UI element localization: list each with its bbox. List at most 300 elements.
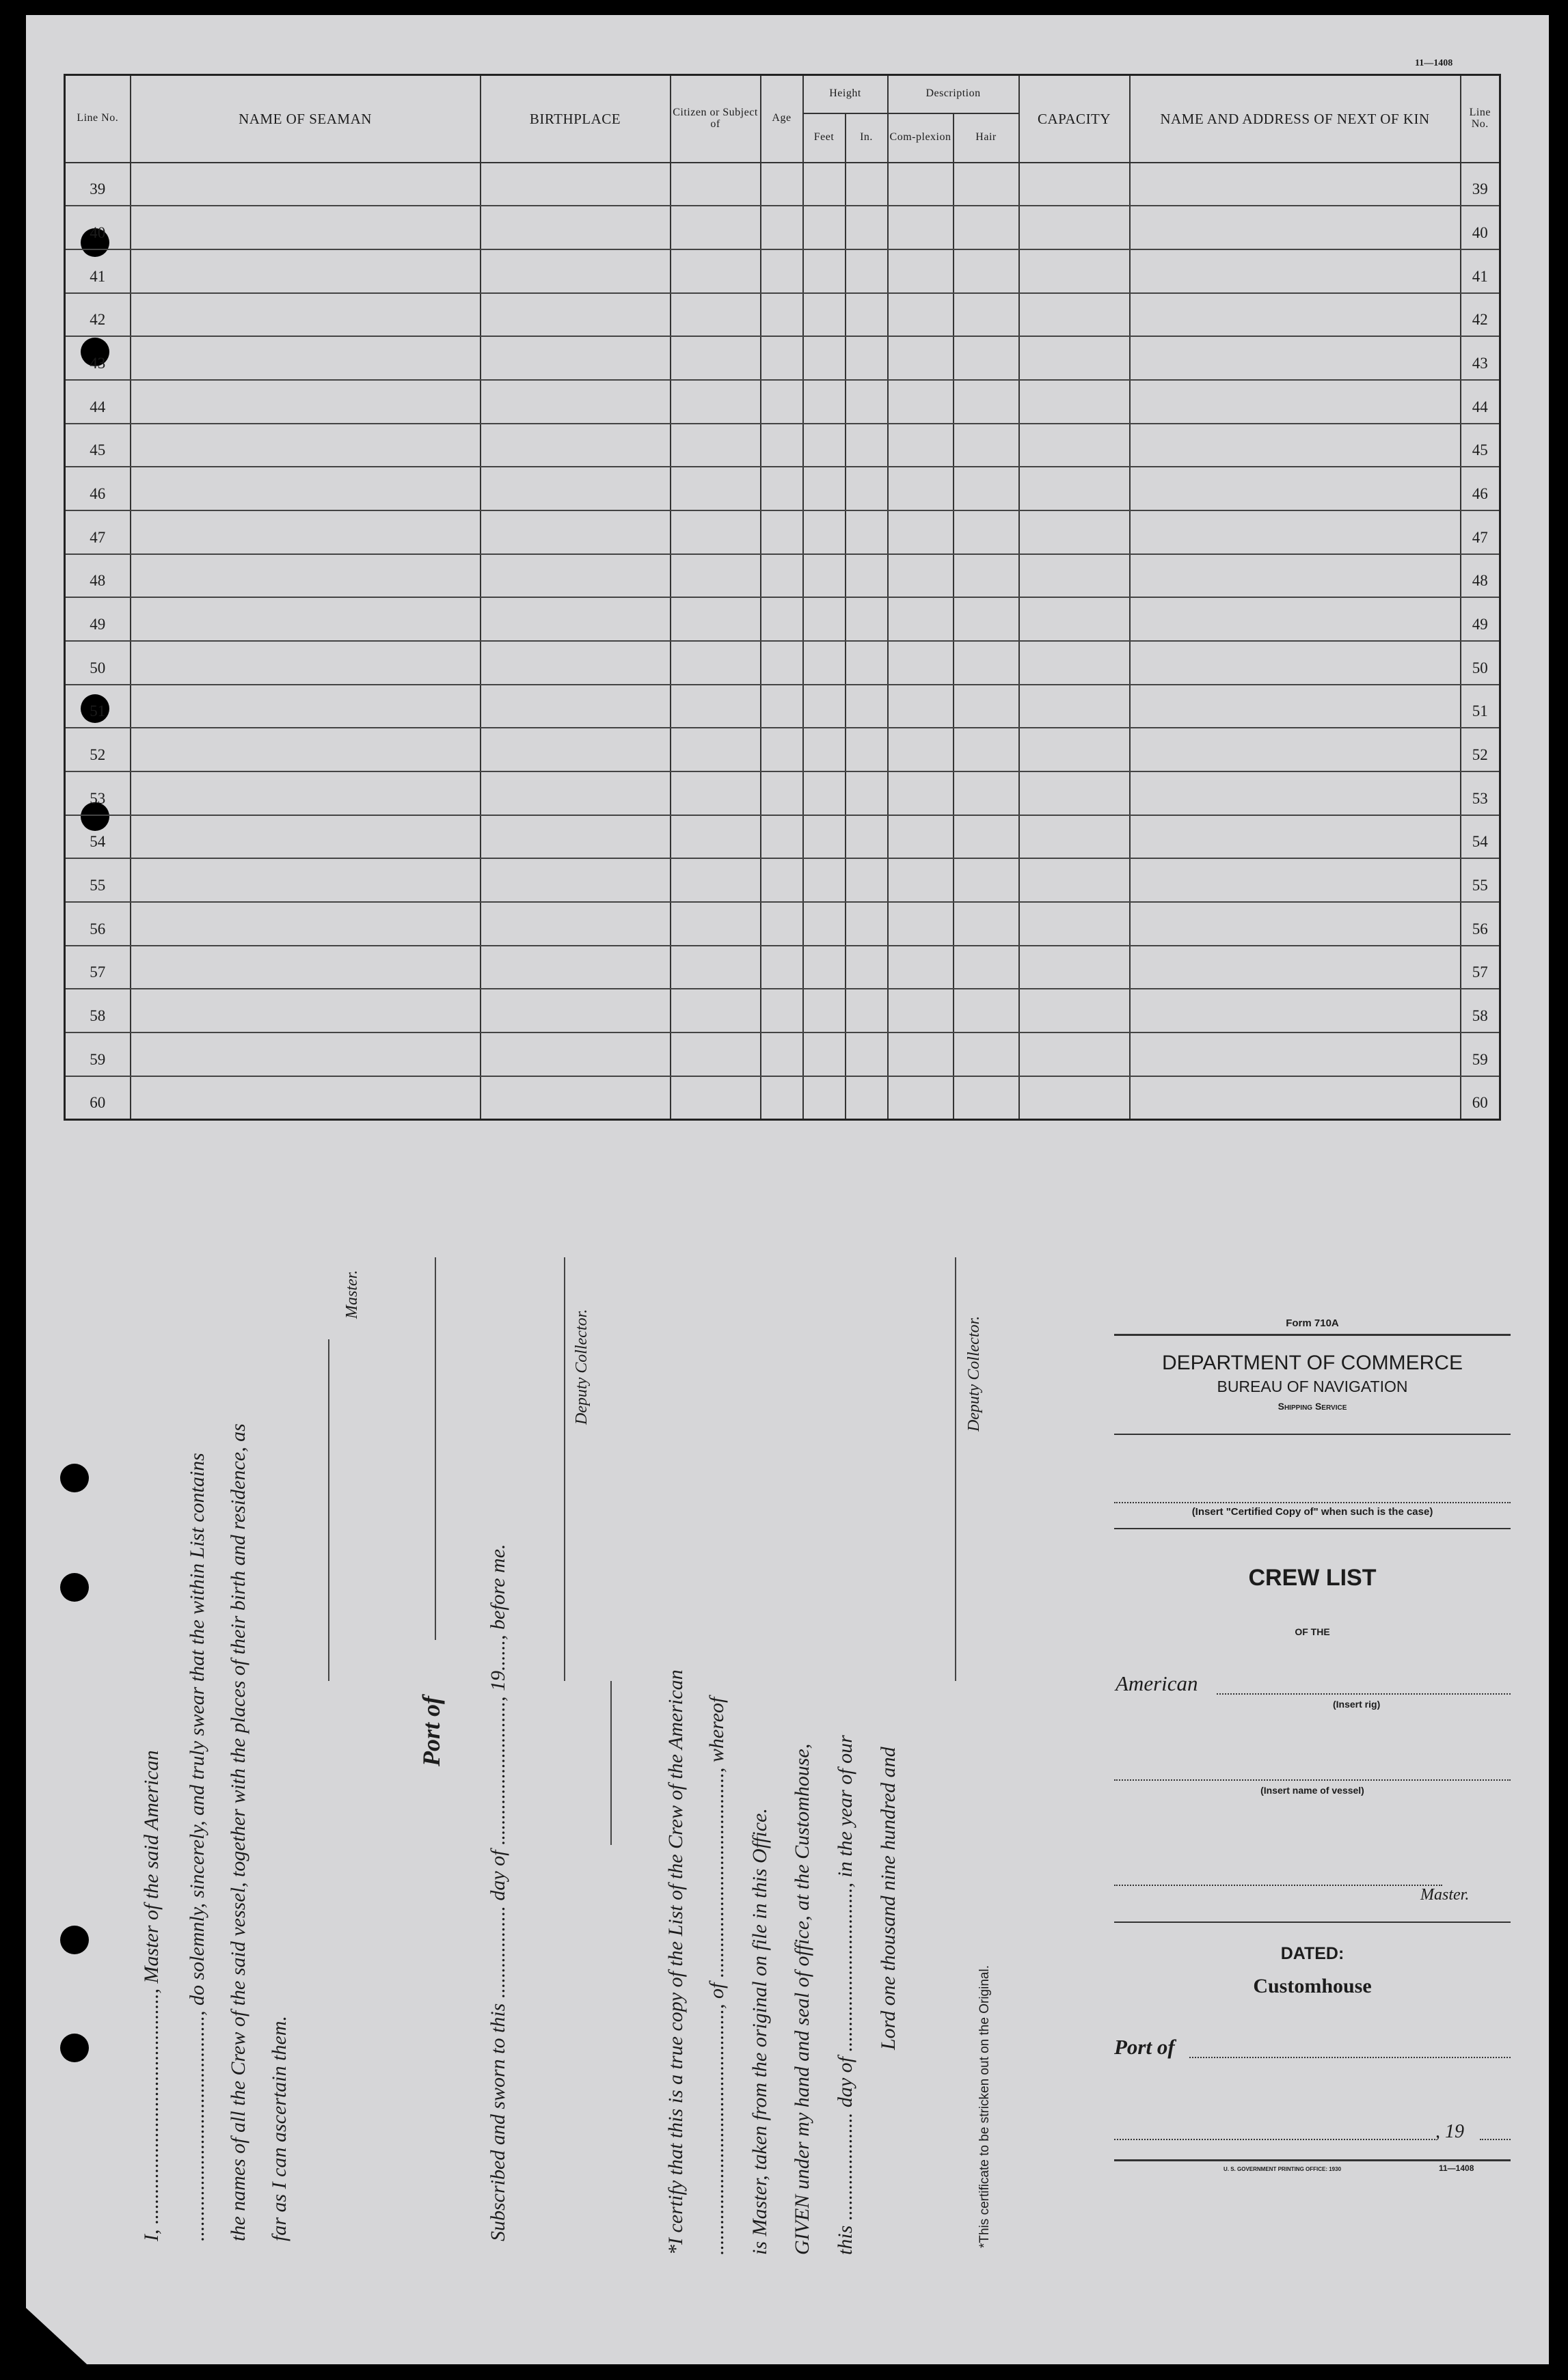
entry-cell[interactable] xyxy=(803,989,846,1032)
entry-cell[interactable] xyxy=(131,467,481,510)
entry-cell[interactable] xyxy=(888,815,954,859)
entry-cell[interactable] xyxy=(1019,336,1130,380)
entry-cell[interactable] xyxy=(1019,685,1130,728)
line-number: 51 xyxy=(65,685,131,728)
line-number: 42 xyxy=(65,293,131,337)
table-row xyxy=(65,902,1500,946)
entry-cell[interactable] xyxy=(131,641,481,685)
table-row xyxy=(65,989,1500,1032)
entry-cell[interactable] xyxy=(846,858,888,902)
line-number-right: 56 xyxy=(1461,902,1500,946)
entry-cell[interactable] xyxy=(803,249,846,293)
entry-cell[interactable] xyxy=(131,815,481,859)
line-number: 59 xyxy=(65,1032,131,1076)
line-number-right: 41 xyxy=(1461,249,1500,293)
entry-cell[interactable] xyxy=(761,424,803,467)
entry-cell[interactable] xyxy=(954,771,1019,815)
entry-cell[interactable] xyxy=(1019,641,1130,685)
header-birthplace: BIRTHPLACE xyxy=(481,75,671,163)
entry-cell[interactable] xyxy=(846,467,888,510)
year-field[interactable] xyxy=(1480,2139,1511,2140)
entry-cell[interactable] xyxy=(846,163,888,206)
line-number: 53 xyxy=(65,771,131,815)
entry-cell[interactable] xyxy=(761,1032,803,1076)
entry-cell[interactable] xyxy=(888,336,954,380)
entry-cell[interactable] xyxy=(803,206,846,249)
entry-cell[interactable] xyxy=(1019,728,1130,771)
line-number: 57 xyxy=(65,946,131,989)
line-number: 55 xyxy=(65,858,131,902)
master-signature-line xyxy=(328,1339,329,1681)
entry-cell[interactable] xyxy=(131,1076,481,1120)
short-divider xyxy=(610,1681,612,1845)
entry-cell[interactable] xyxy=(846,685,888,728)
entry-cell[interactable] xyxy=(803,1032,846,1076)
line-number: 54 xyxy=(65,815,131,859)
entry-cell[interactable] xyxy=(1130,902,1461,946)
entry-cell[interactable] xyxy=(803,946,846,989)
entry-cell[interactable] xyxy=(1019,554,1130,598)
entry-cell[interactable] xyxy=(671,380,761,424)
entry-cell[interactable] xyxy=(888,380,954,424)
line-number-right: 54 xyxy=(1461,815,1500,859)
entry-cell[interactable] xyxy=(481,206,671,249)
entry-cell[interactable] xyxy=(954,685,1019,728)
line-number: 40 xyxy=(65,206,131,249)
rig-field[interactable] xyxy=(1217,1693,1511,1695)
entry-cell[interactable] xyxy=(481,1076,671,1120)
entry-cell[interactable] xyxy=(761,554,803,598)
entry-cell[interactable] xyxy=(1019,946,1130,989)
oath-line-3: the names of all the Crew of the said vessel, together with the places of their birth and residence, as xyxy=(227,1423,249,2241)
entry-cell[interactable] xyxy=(1019,597,1130,641)
entry-cell[interactable] xyxy=(1130,293,1461,337)
oath-line-4: far as I can ascertain them. xyxy=(268,2016,290,2241)
certificate-line-5: this ..................... day of ................................, in the year of our xyxy=(834,1735,856,2255)
entry-cell[interactable] xyxy=(1130,815,1461,859)
entry-cell[interactable] xyxy=(671,771,761,815)
entry-cell[interactable] xyxy=(131,206,481,249)
entry-cell[interactable] xyxy=(846,249,888,293)
entry-cell[interactable] xyxy=(803,685,846,728)
entry-cell[interactable] xyxy=(761,946,803,989)
entry-cell[interactable] xyxy=(846,206,888,249)
entry-cell[interactable] xyxy=(481,989,671,1032)
entry-cell[interactable] xyxy=(1019,989,1130,1032)
entry-cell[interactable] xyxy=(671,510,761,554)
entry-cell[interactable] xyxy=(671,815,761,859)
entry-cell[interactable] xyxy=(481,815,671,859)
entry-cell[interactable] xyxy=(803,815,846,859)
entry-cell[interactable] xyxy=(954,815,1019,859)
deputy-collector-2: Deputy Collector. xyxy=(965,1315,983,1432)
entry-cell[interactable] xyxy=(131,685,481,728)
entry-cell[interactable] xyxy=(954,641,1019,685)
entry-cell[interactable] xyxy=(1130,597,1461,641)
header-inches: In. xyxy=(846,113,888,163)
entry-cell[interactable] xyxy=(888,424,954,467)
entry-cell[interactable] xyxy=(803,902,846,946)
entry-cell[interactable] xyxy=(888,1032,954,1076)
entry-cell[interactable] xyxy=(481,597,671,641)
entry-cell[interactable] xyxy=(761,728,803,771)
entry-cell[interactable] xyxy=(803,641,846,685)
entry-cell[interactable] xyxy=(131,293,481,337)
entry-cell[interactable] xyxy=(1130,989,1461,1032)
entry-cell[interactable] xyxy=(888,902,954,946)
entry-cell[interactable] xyxy=(131,249,481,293)
entry-cell[interactable] xyxy=(481,163,671,206)
dated-label: DATED: xyxy=(1280,1944,1344,1963)
line-number-right: 48 xyxy=(1461,554,1500,598)
entry-cell[interactable] xyxy=(1130,467,1461,510)
entry-cell[interactable] xyxy=(481,293,671,337)
entry-cell[interactable] xyxy=(481,771,671,815)
entry-cell[interactable] xyxy=(761,989,803,1032)
entry-cell[interactable] xyxy=(671,424,761,467)
entry-cell[interactable] xyxy=(888,728,954,771)
entry-cell[interactable] xyxy=(131,163,481,206)
entry-cell[interactable] xyxy=(846,902,888,946)
entry-cell[interactable] xyxy=(1019,163,1130,206)
line-number-right: 46 xyxy=(1461,467,1500,510)
header-line-no: Line No. xyxy=(65,75,131,163)
entry-cell[interactable] xyxy=(131,380,481,424)
entry-cell[interactable] xyxy=(888,163,954,206)
entry-cell[interactable] xyxy=(671,249,761,293)
entry-cell[interactable] xyxy=(761,293,803,337)
entry-cell[interactable] xyxy=(761,249,803,293)
table-row xyxy=(65,206,1500,249)
table-row xyxy=(65,293,1500,337)
entry-cell[interactable] xyxy=(761,902,803,946)
entry-cell[interactable] xyxy=(954,902,1019,946)
entry-cell[interactable] xyxy=(1019,815,1130,859)
entry-cell[interactable] xyxy=(761,597,803,641)
entry-cell[interactable] xyxy=(671,902,761,946)
entry-cell[interactable] xyxy=(761,1076,803,1120)
table-row xyxy=(65,510,1500,554)
entry-cell[interactable] xyxy=(888,685,954,728)
entry-cell[interactable] xyxy=(131,902,481,946)
entry-cell[interactable] xyxy=(1019,206,1130,249)
entry-cell[interactable] xyxy=(671,946,761,989)
entry-cell[interactable] xyxy=(846,989,888,1032)
header-next-of-kin: NAME AND ADDRESS OF NEXT OF KIN xyxy=(1130,75,1461,163)
certified-copy-field[interactable] xyxy=(1114,1502,1511,1503)
entry-cell[interactable] xyxy=(954,163,1019,206)
entry-cell[interactable] xyxy=(846,815,888,859)
table-row xyxy=(65,554,1500,598)
entry-cell[interactable] xyxy=(954,554,1019,598)
subscribed-line: Subscribed and sworn to this .................. day of ............................, 19......, before me. xyxy=(487,1544,509,2241)
entry-cell[interactable] xyxy=(888,206,954,249)
entry-cell[interactable] xyxy=(846,336,888,380)
certificate-line-6: Lord one thousand nine hundred and xyxy=(877,1747,900,2050)
cover-rule-bottom xyxy=(1114,2159,1511,2161)
entry-cell[interactable] xyxy=(846,510,888,554)
line-number-right: 52 xyxy=(1461,728,1500,771)
entry-cell[interactable] xyxy=(671,554,761,598)
entry-cell[interactable] xyxy=(803,424,846,467)
entry-cell[interactable] xyxy=(761,163,803,206)
entry-cell[interactable] xyxy=(1130,946,1461,989)
vessel-name-field[interactable] xyxy=(1114,1779,1511,1781)
entry-cell[interactable] xyxy=(1019,1076,1130,1120)
crew-list-title: CREW LIST xyxy=(1248,1565,1377,1591)
entry-cell[interactable] xyxy=(888,510,954,554)
port-field[interactable] xyxy=(1189,2057,1511,2058)
table-row xyxy=(65,163,1500,206)
entry-cell[interactable] xyxy=(131,989,481,1032)
oath-port-of: Port of xyxy=(418,1696,445,1766)
entry-cell[interactable] xyxy=(846,771,888,815)
entry-cell[interactable] xyxy=(1130,510,1461,554)
entry-cell[interactable] xyxy=(1019,858,1130,902)
cover-master-label: Master. xyxy=(1420,1886,1470,1904)
entry-cell[interactable] xyxy=(761,771,803,815)
entry-cell[interactable] xyxy=(888,858,954,902)
entry-cell[interactable] xyxy=(846,728,888,771)
entry-cell[interactable] xyxy=(761,641,803,685)
entry-cell[interactable] xyxy=(803,510,846,554)
entry-cell[interactable] xyxy=(888,641,954,685)
entry-cell[interactable] xyxy=(671,858,761,902)
table-row xyxy=(65,728,1500,771)
entry-cell[interactable] xyxy=(888,249,954,293)
entry-cell[interactable] xyxy=(888,467,954,510)
entry-cell[interactable] xyxy=(1130,380,1461,424)
entry-cell[interactable] xyxy=(954,510,1019,554)
entry-cell[interactable] xyxy=(954,1032,1019,1076)
entry-cell[interactable] xyxy=(846,380,888,424)
line-number-right: 59 xyxy=(1461,1032,1500,1076)
entry-cell[interactable] xyxy=(803,771,846,815)
entry-cell[interactable] xyxy=(1130,1032,1461,1076)
entry-cell[interactable] xyxy=(803,336,846,380)
entry-cell[interactable] xyxy=(803,467,846,510)
line-number-right: 53 xyxy=(1461,771,1500,815)
line-number-right: 44 xyxy=(1461,380,1500,424)
entry-cell[interactable] xyxy=(131,728,481,771)
entry-cell[interactable] xyxy=(1019,1032,1130,1076)
entry-cell[interactable] xyxy=(481,467,671,510)
entry-cell[interactable] xyxy=(1019,424,1130,467)
line-number: 52 xyxy=(65,728,131,771)
entry-cell[interactable] xyxy=(761,206,803,249)
entry-cell[interactable] xyxy=(671,728,761,771)
entry-cell[interactable] xyxy=(1019,380,1130,424)
entry-cell[interactable] xyxy=(1019,249,1130,293)
line-number: 60 xyxy=(65,1076,131,1120)
entry-cell[interactable] xyxy=(671,641,761,685)
entry-cell[interactable] xyxy=(131,1032,481,1076)
entry-cell[interactable] xyxy=(954,206,1019,249)
entry-cell[interactable] xyxy=(1019,902,1130,946)
entry-cell[interactable] xyxy=(671,467,761,510)
entry-cell[interactable] xyxy=(954,597,1019,641)
entry-cell[interactable] xyxy=(846,946,888,989)
entry-cell[interactable] xyxy=(846,641,888,685)
entry-cell[interactable] xyxy=(1019,510,1130,554)
entry-cell[interactable] xyxy=(846,597,888,641)
entry-cell[interactable] xyxy=(954,989,1019,1032)
entry-cell[interactable] xyxy=(954,293,1019,337)
entry-cell[interactable] xyxy=(1130,1076,1461,1120)
entry-cell[interactable] xyxy=(803,554,846,598)
line-number-right: 39 xyxy=(1461,163,1500,206)
entry-cell[interactable] xyxy=(761,336,803,380)
entry-cell[interactable] xyxy=(954,858,1019,902)
entry-cell[interactable] xyxy=(803,163,846,206)
entry-cell[interactable] xyxy=(481,380,671,424)
port-line xyxy=(435,1257,436,1640)
line-number-right: 47 xyxy=(1461,510,1500,554)
line-number: 46 xyxy=(65,467,131,510)
entry-cell[interactable] xyxy=(481,510,671,554)
entry-cell[interactable] xyxy=(131,858,481,902)
entry-cell[interactable] xyxy=(671,597,761,641)
entry-cell[interactable] xyxy=(1019,771,1130,815)
oath-line-1: I, ............................................., Master of the said American xyxy=(140,1750,163,2241)
entry-cell[interactable] xyxy=(846,1032,888,1076)
entry-cell[interactable] xyxy=(954,424,1019,467)
entry-cell[interactable] xyxy=(1019,467,1130,510)
header-age: Age xyxy=(761,75,803,163)
entry-cell[interactable] xyxy=(888,989,954,1032)
entry-cell[interactable] xyxy=(761,467,803,510)
table-row xyxy=(65,858,1500,902)
entry-cell[interactable] xyxy=(671,1076,761,1120)
header-capacity: CAPACITY xyxy=(1019,75,1130,163)
line-number-right: 51 xyxy=(1461,685,1500,728)
table-row xyxy=(65,946,1500,989)
header-citizen: Citizen or Subject of xyxy=(671,75,761,163)
entry-cell[interactable] xyxy=(954,728,1019,771)
entry-cell[interactable] xyxy=(803,858,846,902)
entry-cell[interactable] xyxy=(761,510,803,554)
entry-cell[interactable] xyxy=(1130,641,1461,685)
entry-cell[interactable] xyxy=(481,641,671,685)
line-number: 45 xyxy=(65,424,131,467)
entry-cell[interactable] xyxy=(888,597,954,641)
entry-cell[interactable] xyxy=(846,554,888,598)
entry-cell[interactable] xyxy=(761,380,803,424)
entry-cell[interactable] xyxy=(671,206,761,249)
entry-cell[interactable] xyxy=(131,510,481,554)
entry-cell[interactable] xyxy=(888,554,954,598)
line-number-right: 50 xyxy=(1461,641,1500,685)
entry-cell[interactable] xyxy=(954,380,1019,424)
entry-cell[interactable] xyxy=(1130,336,1461,380)
entry-cell[interactable] xyxy=(671,1032,761,1076)
entry-cell[interactable] xyxy=(803,1076,846,1120)
entry-cell[interactable] xyxy=(1130,554,1461,598)
form-code-top: 11—1408 xyxy=(1415,58,1453,68)
entry-cell[interactable] xyxy=(481,858,671,902)
entry-cell[interactable] xyxy=(954,946,1019,989)
entry-cell[interactable] xyxy=(1130,163,1461,206)
master-label: Master. xyxy=(343,1270,361,1319)
entry-cell[interactable] xyxy=(481,554,671,598)
header-height: Height xyxy=(803,75,888,113)
entry-cell[interactable] xyxy=(481,249,671,293)
entry-cell[interactable] xyxy=(888,1076,954,1120)
line-number: 43 xyxy=(65,336,131,380)
insert-certified-note: (Insert "Certified Copy of" when such is the case) xyxy=(1191,1506,1433,1518)
year-prefix: , 19 xyxy=(1435,2121,1464,2142)
entry-cell[interactable] xyxy=(846,424,888,467)
entry-cell[interactable] xyxy=(761,815,803,859)
entry-cell[interactable] xyxy=(954,1076,1019,1120)
line-number: 39 xyxy=(65,163,131,206)
line-number: 48 xyxy=(65,554,131,598)
entry-cell[interactable] xyxy=(803,293,846,337)
entry-cell[interactable] xyxy=(954,249,1019,293)
entry-cell[interactable] xyxy=(131,771,481,815)
entry-cell[interactable] xyxy=(131,946,481,989)
entry-cell[interactable] xyxy=(481,946,671,989)
entry-cell[interactable] xyxy=(481,728,671,771)
entry-cell[interactable] xyxy=(481,685,671,728)
entry-cell[interactable] xyxy=(761,858,803,902)
entry-cell[interactable] xyxy=(803,728,846,771)
entry-cell[interactable] xyxy=(1130,424,1461,467)
table-row xyxy=(65,467,1500,510)
crew-list-cover xyxy=(1114,1271,1511,2200)
entry-cell[interactable] xyxy=(888,946,954,989)
entry-cell[interactable] xyxy=(131,554,481,598)
entry-cell[interactable] xyxy=(803,597,846,641)
entry-cell[interactable] xyxy=(671,293,761,337)
entry-cell[interactable] xyxy=(671,989,761,1032)
entry-cell[interactable] xyxy=(671,685,761,728)
entry-cell[interactable] xyxy=(1130,728,1461,771)
entry-cell[interactable] xyxy=(1019,293,1130,337)
entry-cell[interactable] xyxy=(1130,206,1461,249)
entry-cell[interactable] xyxy=(803,380,846,424)
entry-cell[interactable] xyxy=(846,1076,888,1120)
entry-cell[interactable] xyxy=(481,902,671,946)
line-number: 56 xyxy=(65,902,131,946)
entry-cell[interactable] xyxy=(954,336,1019,380)
insert-vessel-note: (Insert name of vessel) xyxy=(1260,1785,1364,1796)
entry-cell[interactable] xyxy=(481,336,671,380)
entry-cell[interactable] xyxy=(888,293,954,337)
entry-cell[interactable] xyxy=(671,163,761,206)
date-field[interactable] xyxy=(1114,2139,1435,2140)
entry-cell[interactable] xyxy=(1130,249,1461,293)
entry-cell[interactable] xyxy=(481,424,671,467)
entry-cell[interactable] xyxy=(954,467,1019,510)
entry-cell[interactable] xyxy=(1130,685,1461,728)
entry-cell[interactable] xyxy=(671,336,761,380)
entry-cell[interactable] xyxy=(761,685,803,728)
department-title: DEPARTMENT OF COMMERCE xyxy=(1161,1352,1463,1374)
deputy-signature-line-2 xyxy=(955,1257,956,1681)
entry-cell[interactable] xyxy=(1130,858,1461,902)
entry-cell[interactable] xyxy=(1130,771,1461,815)
entry-cell[interactable] xyxy=(131,336,481,380)
entry-cell[interactable] xyxy=(888,771,954,815)
entry-cell[interactable] xyxy=(131,597,481,641)
entry-cell[interactable] xyxy=(846,293,888,337)
line-number: 49 xyxy=(65,597,131,641)
entry-cell[interactable] xyxy=(481,1032,671,1076)
entry-cell[interactable] xyxy=(131,424,481,467)
crew-table xyxy=(64,74,1501,1121)
master-name-field[interactable] xyxy=(1114,1885,1442,1886)
